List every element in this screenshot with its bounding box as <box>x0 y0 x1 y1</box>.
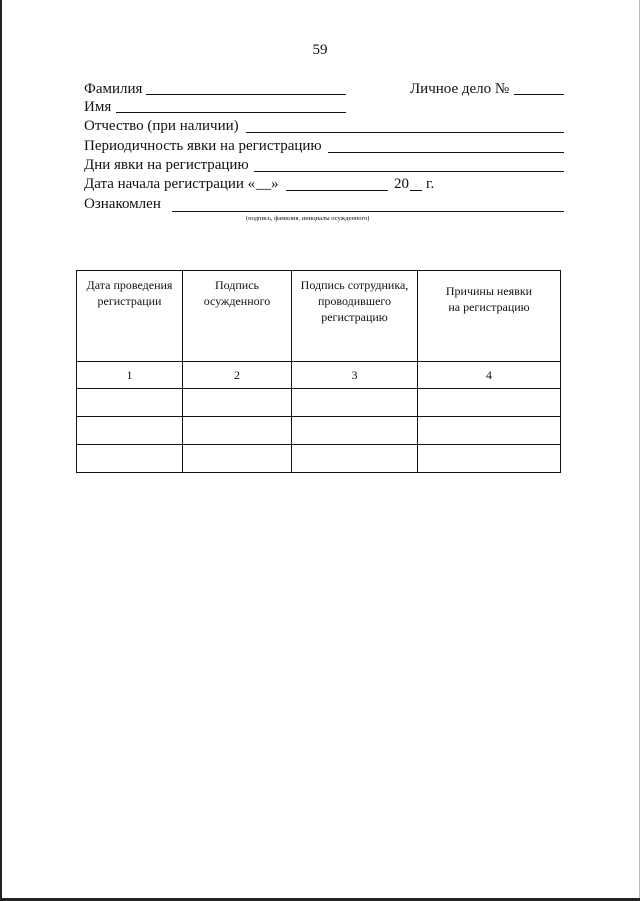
column-number-row <box>77 362 561 389</box>
table-cell[interactable] <box>292 417 418 445</box>
start-date-label: Дата начала регистрации « <box>84 176 256 192</box>
periodicity-field[interactable] <box>328 152 564 153</box>
header-text-line: Подпись сотрудника, <box>300 278 409 292</box>
table-cell[interactable] <box>292 389 418 417</box>
table-row <box>77 389 561 417</box>
periodicity-row <box>84 138 570 158</box>
days-label: Дни явки на регистрацию <box>84 157 249 173</box>
table-header-row <box>77 271 561 362</box>
case-number-field[interactable] <box>514 94 564 95</box>
case-number-label: Личное дело № <box>410 81 510 97</box>
patronymic-label: Отчество (при наличии) <box>84 118 239 134</box>
periodicity-label: Периодичность явки на регистрацию <box>84 138 322 154</box>
header-text-line: регистрации <box>97 294 162 308</box>
days-field[interactable] <box>254 171 564 172</box>
table-cell[interactable] <box>418 389 561 417</box>
table-cell[interactable] <box>183 417 292 445</box>
patronymic-row <box>84 118 570 138</box>
table-row <box>77 417 561 445</box>
header-officer-signature <box>292 271 418 362</box>
header-absence-reasons <box>418 271 561 362</box>
start-date-row <box>84 176 570 196</box>
header-text-line: Дата проведения <box>86 278 173 292</box>
column-number: 3 <box>292 362 418 389</box>
table-cell[interactable] <box>183 389 292 417</box>
header-text-line: на регистрацию <box>448 300 530 314</box>
surname-label: Фамилия <box>84 81 143 97</box>
column-number: 2 <box>183 362 292 389</box>
signature-field[interactable] <box>172 211 564 212</box>
header-text-line: Причины неявки <box>445 284 533 298</box>
registration-table <box>76 270 561 473</box>
table-row <box>77 445 561 473</box>
column-number: 4 <box>418 362 561 389</box>
start-day-close-quote: » <box>271 176 279 192</box>
year-prefix: 20 <box>394 176 409 192</box>
year-suffix: г. <box>426 176 435 192</box>
surname-field[interactable] <box>146 94 346 95</box>
surname-row <box>84 81 570 101</box>
header-text-line: Подпись <box>214 278 260 292</box>
name-field[interactable] <box>116 112 346 113</box>
table-cell[interactable] <box>292 445 418 473</box>
header-convict-signature <box>183 271 292 362</box>
column-number: 1 <box>77 362 183 389</box>
header-text-line: регистрацию <box>321 310 388 324</box>
acknowledged-row <box>84 196 570 216</box>
header-text-line: проводившего <box>317 294 392 308</box>
name-row <box>84 99 570 119</box>
start-month-field[interactable] <box>286 190 388 191</box>
signature-caption: (подпись, фамилия, инициалы осужденного) <box>246 215 370 222</box>
table-cell[interactable] <box>183 445 292 473</box>
header-registration-date <box>77 271 183 362</box>
name-label: Имя <box>84 99 112 115</box>
table-cell[interactable] <box>77 445 183 473</box>
table-cell[interactable] <box>418 445 561 473</box>
patronymic-field[interactable] <box>246 132 564 133</box>
scan-edge-left <box>0 0 2 901</box>
days-row <box>84 157 570 177</box>
acknowledged-label: Ознакомлен <box>84 196 161 212</box>
header-text-line: осужденного <box>203 294 271 308</box>
table-cell[interactable] <box>77 417 183 445</box>
table-cell[interactable] <box>77 389 183 417</box>
start-day-blank[interactable]: __ <box>256 176 271 192</box>
page-number: 59 <box>312 42 328 58</box>
table-cell[interactable] <box>418 417 561 445</box>
year-field[interactable] <box>410 190 422 191</box>
